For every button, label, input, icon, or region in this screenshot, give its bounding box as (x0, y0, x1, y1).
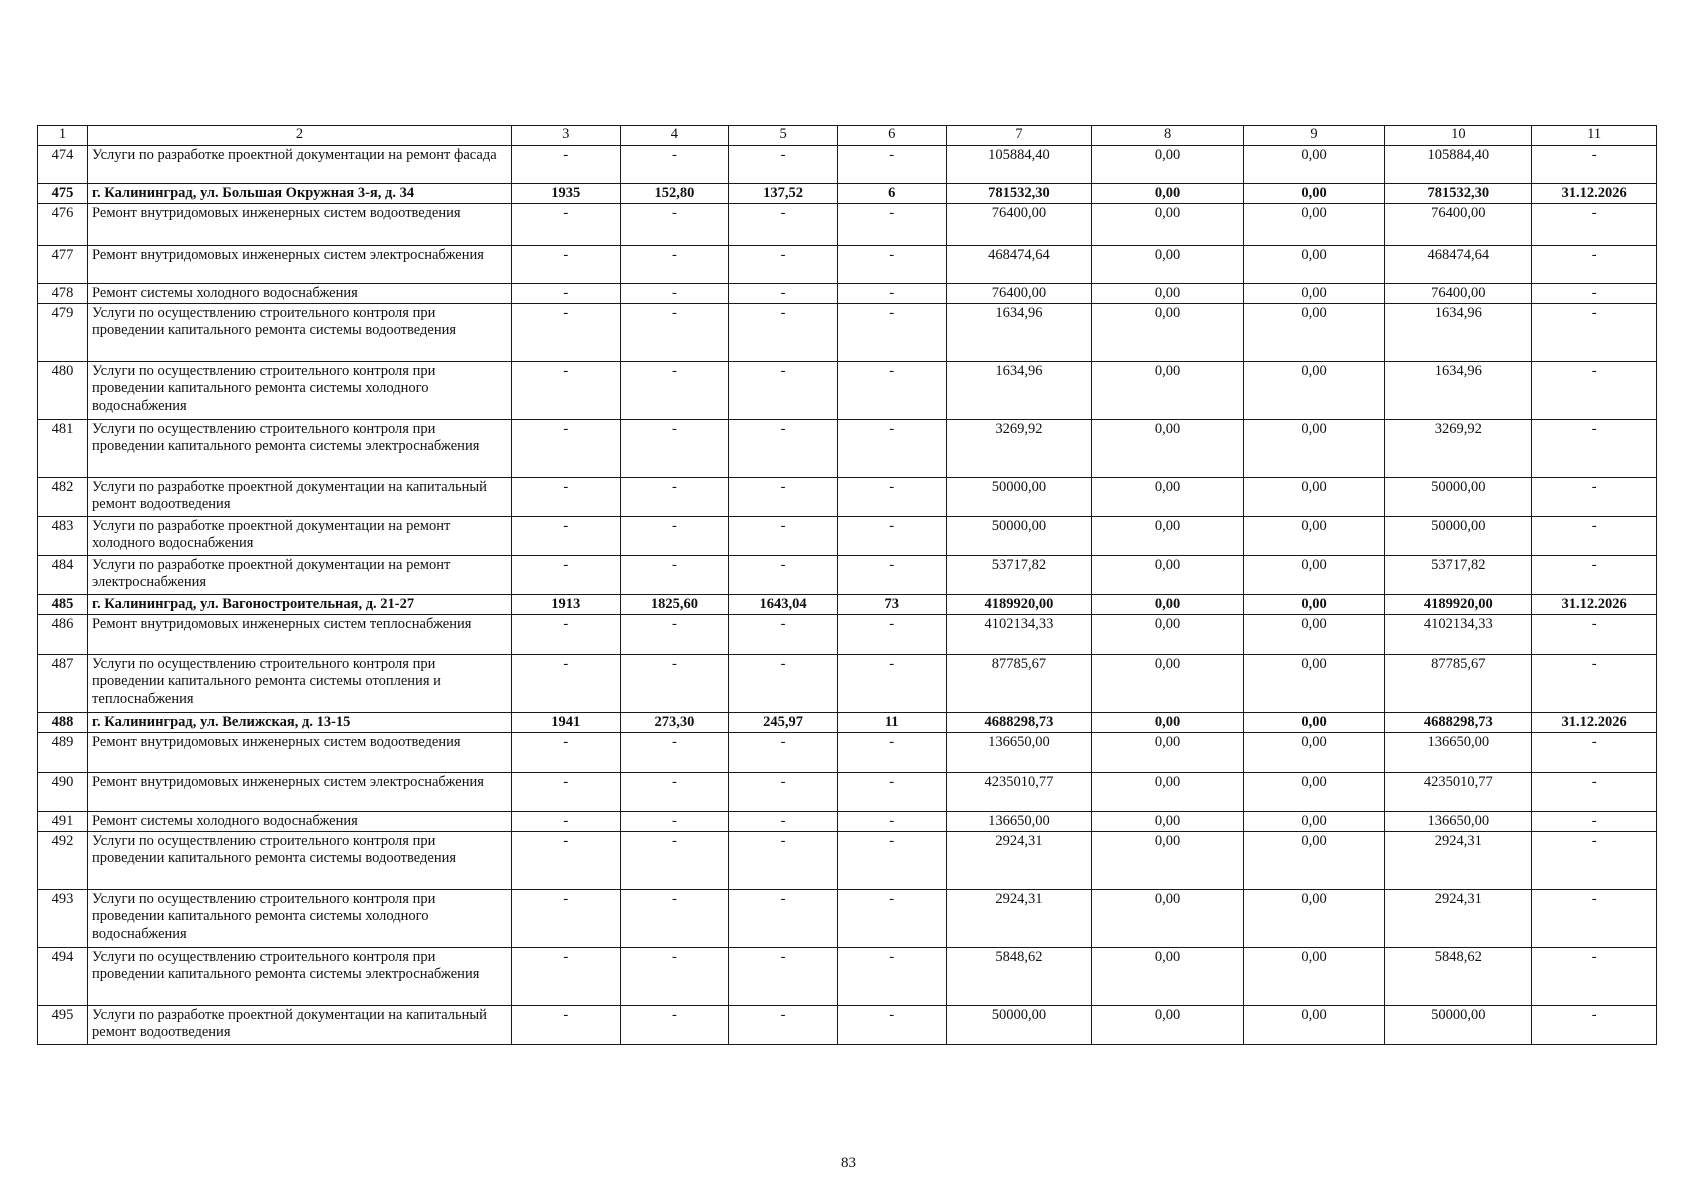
budget-cost: 0,00 (1243, 304, 1385, 362)
column-header: 2 (88, 126, 512, 146)
area-value: - (620, 284, 729, 304)
area-value: - (620, 304, 729, 362)
area-value: - (620, 556, 729, 595)
table-row (38, 362, 1657, 420)
owners-cost: 1634,96 (1385, 304, 1532, 362)
row-number: 486 (38, 615, 88, 655)
fund-cost: 0,00 (1092, 304, 1243, 362)
table-row (38, 812, 1657, 832)
column-header: 6 (837, 126, 946, 146)
row-number: 484 (38, 556, 88, 595)
deadline: - (1532, 948, 1657, 1006)
residents-value: - (837, 478, 946, 517)
total-cost: 50000,00 (946, 478, 1092, 517)
area-value: - (620, 615, 729, 655)
fund-cost: 0,00 (1092, 948, 1243, 1006)
fund-cost: 0,00 (1092, 773, 1243, 812)
total-cost: 50000,00 (946, 1006, 1092, 1045)
work-name: Услуги по осуществлению строительного контроля при проведении капитального ремонта системы холодного водоснабжения (88, 362, 512, 420)
fund-cost: 0,00 (1092, 1006, 1243, 1045)
year-value: - (511, 478, 620, 517)
work-name: Услуги по разработке проектной документации на ремонт холодного водоснабжения (88, 517, 512, 556)
fund-cost: 0,00 (1092, 615, 1243, 655)
work-name: Услуги по осуществлению строительного контроля при проведении капитального ремонта системы электроснабжения (88, 948, 512, 1006)
deadline: - (1532, 478, 1657, 517)
work-name: Услуги по осуществлению строительного контроля при проведении капитального ремонта системы электроснабжения (88, 420, 512, 478)
area-value: - (620, 246, 729, 284)
row-number: 479 (38, 304, 88, 362)
living-area-value: - (729, 948, 838, 1006)
fund-cost: 0,00 (1092, 362, 1243, 420)
owners-cost: 2924,31 (1385, 890, 1532, 948)
row-number: 492 (38, 832, 88, 890)
living-area-value: - (729, 890, 838, 948)
row-number: 481 (38, 420, 88, 478)
row-number: 482 (38, 478, 88, 517)
budget-cost: 0,00 (1243, 184, 1385, 204)
work-name: г. Калининград, ул. Велижская, д. 13-15 (88, 713, 512, 733)
table-row (38, 733, 1657, 773)
residents-value: - (837, 832, 946, 890)
living-area-value: - (729, 146, 838, 184)
row-number: 487 (38, 655, 88, 713)
year-value: - (511, 146, 620, 184)
budget-cost: 0,00 (1243, 362, 1385, 420)
row-number: 489 (38, 733, 88, 773)
budget-cost: 0,00 (1243, 615, 1385, 655)
work-name: Ремонт внутридомовых инженерных систем электроснабжения (88, 246, 512, 284)
column-header: 4 (620, 126, 729, 146)
deadline: - (1532, 733, 1657, 773)
row-number: 477 (38, 246, 88, 284)
owners-cost: 4189920,00 (1385, 595, 1532, 615)
living-area-value: - (729, 556, 838, 595)
work-name: Услуги по разработке проектной документации на ремонт электроснабжения (88, 556, 512, 595)
year-value: - (511, 832, 620, 890)
living-area-value: - (729, 655, 838, 713)
row-number: 491 (38, 812, 88, 832)
budget-cost: 0,00 (1243, 284, 1385, 304)
table-row (38, 517, 1657, 556)
capital-repair-table (37, 125, 1657, 1045)
table-row (38, 478, 1657, 517)
area-value: - (620, 832, 729, 890)
total-cost: 1634,96 (946, 362, 1092, 420)
living-area-value: - (729, 1006, 838, 1045)
work-name: Ремонт системы холодного водоснабжения (88, 284, 512, 304)
budget-cost: 0,00 (1243, 773, 1385, 812)
deadline: - (1532, 304, 1657, 362)
budget-cost: 0,00 (1243, 890, 1385, 948)
total-cost: 4688298,73 (946, 713, 1092, 733)
total-cost: 3269,92 (946, 420, 1092, 478)
residents-value: - (837, 890, 946, 948)
year-value: - (511, 204, 620, 246)
fund-cost: 0,00 (1092, 184, 1243, 204)
deadline: - (1532, 1006, 1657, 1045)
deadline: - (1532, 812, 1657, 832)
work-name: Услуги по осуществлению строительного контроля при проведении капитального ремонта системы отопления и теплоснабжения (88, 655, 512, 713)
budget-cost: 0,00 (1243, 146, 1385, 184)
page-number: 83 (841, 1155, 856, 1171)
work-name: Ремонт внутридомовых инженерных систем водоотведения (88, 733, 512, 773)
table-row (38, 146, 1657, 184)
residents-value: - (837, 655, 946, 713)
year-value: - (511, 420, 620, 478)
residents-value: 6 (837, 184, 946, 204)
total-cost: 105884,40 (946, 146, 1092, 184)
year-value: - (511, 890, 620, 948)
residents-value: - (837, 246, 946, 284)
area-value: - (620, 890, 729, 948)
row-number: 478 (38, 284, 88, 304)
deadline: - (1532, 517, 1657, 556)
total-cost: 50000,00 (946, 517, 1092, 556)
work-name: Ремонт внутридомовых инженерных систем теплоснабжения (88, 615, 512, 655)
address-row (38, 184, 1657, 204)
deadline: - (1532, 615, 1657, 655)
fund-cost: 0,00 (1092, 478, 1243, 517)
column-header: 8 (1092, 126, 1243, 146)
fund-cost: 0,00 (1092, 595, 1243, 615)
owners-cost: 76400,00 (1385, 204, 1532, 246)
living-area-value: - (729, 420, 838, 478)
column-header: 11 (1532, 126, 1657, 146)
address-row (38, 713, 1657, 733)
row-number: 493 (38, 890, 88, 948)
table-row (38, 773, 1657, 812)
deadline: - (1532, 420, 1657, 478)
budget-cost: 0,00 (1243, 204, 1385, 246)
budget-cost: 0,00 (1243, 832, 1385, 890)
budget-cost: 0,00 (1243, 713, 1385, 733)
budget-cost: 0,00 (1243, 812, 1385, 832)
year-value: - (511, 615, 620, 655)
row-number: 485 (38, 595, 88, 615)
area-value: - (620, 1006, 729, 1045)
total-cost: 87785,67 (946, 655, 1092, 713)
table-body (38, 126, 1657, 1045)
column-header: 9 (1243, 126, 1385, 146)
area-value: - (620, 773, 729, 812)
column-header: 3 (511, 126, 620, 146)
owners-cost: 3269,92 (1385, 420, 1532, 478)
deadline: - (1532, 832, 1657, 890)
table-row (38, 615, 1657, 655)
year-value: 1935 (511, 184, 620, 204)
table-row (38, 655, 1657, 713)
fund-cost: 0,00 (1092, 517, 1243, 556)
residents-value: - (837, 615, 946, 655)
budget-cost: 0,00 (1243, 595, 1385, 615)
deadline: - (1532, 655, 1657, 713)
year-value: - (511, 733, 620, 773)
area-value: - (620, 517, 729, 556)
fund-cost: 0,00 (1092, 890, 1243, 948)
deadline: - (1532, 204, 1657, 246)
column-header: 1 (38, 126, 88, 146)
area-value: - (620, 362, 729, 420)
table-row (38, 284, 1657, 304)
total-cost: 136650,00 (946, 812, 1092, 832)
year-value: 1941 (511, 713, 620, 733)
residents-value: - (837, 146, 946, 184)
work-name: г. Калининград, ул. Большая Окружная 3-я, д. 34 (88, 184, 512, 204)
area-value: - (620, 420, 729, 478)
year-value: - (511, 948, 620, 1006)
fund-cost: 0,00 (1092, 284, 1243, 304)
owners-cost: 50000,00 (1385, 478, 1532, 517)
table-row (38, 304, 1657, 362)
living-area-value: - (729, 832, 838, 890)
total-cost: 781532,30 (946, 184, 1092, 204)
year-value: 1913 (511, 595, 620, 615)
budget-cost: 0,00 (1243, 420, 1385, 478)
living-area-value: - (729, 733, 838, 773)
work-name: г. Калининград, ул. Вагоностроительная, д. 21-27 (88, 595, 512, 615)
living-area-value: 245,97 (729, 713, 838, 733)
living-area-value: - (729, 773, 838, 812)
year-value: - (511, 304, 620, 362)
year-value: - (511, 812, 620, 832)
table-row (38, 556, 1657, 595)
total-cost: 2924,31 (946, 890, 1092, 948)
owners-cost: 87785,67 (1385, 655, 1532, 713)
year-value: - (511, 284, 620, 304)
owners-cost: 76400,00 (1385, 284, 1532, 304)
year-value: - (511, 246, 620, 284)
area-value: - (620, 655, 729, 713)
residents-value: - (837, 420, 946, 478)
deadline: 31.12.2026 (1532, 184, 1657, 204)
year-value: - (511, 556, 620, 595)
owners-cost: 1634,96 (1385, 362, 1532, 420)
year-value: - (511, 773, 620, 812)
area-value: - (620, 812, 729, 832)
area-value: - (620, 948, 729, 1006)
budget-cost: 0,00 (1243, 733, 1385, 773)
budget-cost: 0,00 (1243, 556, 1385, 595)
deadline: - (1532, 890, 1657, 948)
residents-value: - (837, 204, 946, 246)
area-value: - (620, 733, 729, 773)
table-row (38, 420, 1657, 478)
row-number: 490 (38, 773, 88, 812)
table-row (38, 204, 1657, 246)
fund-cost: 0,00 (1092, 832, 1243, 890)
fund-cost: 0,00 (1092, 246, 1243, 284)
area-value: - (620, 204, 729, 246)
total-cost: 4189920,00 (946, 595, 1092, 615)
work-name: Ремонт системы холодного водоснабжения (88, 812, 512, 832)
total-cost: 76400,00 (946, 284, 1092, 304)
fund-cost: 0,00 (1092, 146, 1243, 184)
row-number: 495 (38, 1006, 88, 1045)
row-number: 475 (38, 184, 88, 204)
table-row (38, 246, 1657, 284)
work-name: Услуги по осуществлению строительного контроля при проведении капитального ремонта системы водоотведения (88, 832, 512, 890)
column-header: 5 (729, 126, 838, 146)
row-number: 494 (38, 948, 88, 1006)
deadline: 31.12.2026 (1532, 595, 1657, 615)
owners-cost: 136650,00 (1385, 733, 1532, 773)
fund-cost: 0,00 (1092, 420, 1243, 478)
owners-cost: 468474,64 (1385, 246, 1532, 284)
owners-cost: 136650,00 (1385, 812, 1532, 832)
total-cost: 468474,64 (946, 246, 1092, 284)
residents-value: - (837, 733, 946, 773)
owners-cost: 4102134,33 (1385, 615, 1532, 655)
deadline: - (1532, 362, 1657, 420)
residents-value: - (837, 812, 946, 832)
budget-cost: 0,00 (1243, 517, 1385, 556)
residents-value: - (837, 362, 946, 420)
total-cost: 136650,00 (946, 733, 1092, 773)
work-name: Услуги по осуществлению строительного контроля при проведении капитального ремонта системы холодного водоснабжения (88, 890, 512, 948)
deadline: 31.12.2026 (1532, 713, 1657, 733)
work-name: Услуги по разработке проектной документации на капитальный ремонт водоотведения (88, 1006, 512, 1045)
living-area-value: - (729, 478, 838, 517)
fund-cost: 0,00 (1092, 812, 1243, 832)
work-name: Услуги по разработке проектной документации на ремонт фасада (88, 146, 512, 184)
deadline: - (1532, 284, 1657, 304)
area-value: - (620, 146, 729, 184)
living-area-value: - (729, 812, 838, 832)
fund-cost: 0,00 (1092, 204, 1243, 246)
residents-value: 11 (837, 713, 946, 733)
total-cost: 53717,82 (946, 556, 1092, 595)
area-value: 152,80 (620, 184, 729, 204)
residents-value: - (837, 304, 946, 362)
row-number: 483 (38, 517, 88, 556)
residents-value: - (837, 517, 946, 556)
year-value: - (511, 362, 620, 420)
budget-cost: 0,00 (1243, 478, 1385, 517)
owners-cost: 50000,00 (1385, 1006, 1532, 1045)
residents-value: - (837, 556, 946, 595)
living-area-value: - (729, 284, 838, 304)
deadline: - (1532, 146, 1657, 184)
work-name: Услуги по разработке проектной документации на капитальный ремонт водоотведения (88, 478, 512, 517)
work-name: Ремонт внутридомовых инженерных систем водоотведения (88, 204, 512, 246)
table-row (38, 948, 1657, 1006)
owners-cost: 50000,00 (1385, 517, 1532, 556)
living-area-value: 137,52 (729, 184, 838, 204)
residents-value: - (837, 948, 946, 1006)
area-value: - (620, 478, 729, 517)
owners-cost: 4688298,73 (1385, 713, 1532, 733)
owners-cost: 5848,62 (1385, 948, 1532, 1006)
total-cost: 4235010,77 (946, 773, 1092, 812)
year-value: - (511, 1006, 620, 1045)
budget-cost: 0,00 (1243, 1006, 1385, 1045)
year-value: - (511, 655, 620, 713)
living-area-value: - (729, 246, 838, 284)
total-cost: 4102134,33 (946, 615, 1092, 655)
budget-cost: 0,00 (1243, 655, 1385, 713)
living-area-value: - (729, 304, 838, 362)
owners-cost: 105884,40 (1385, 146, 1532, 184)
total-cost: 5848,62 (946, 948, 1092, 1006)
total-cost: 76400,00 (946, 204, 1092, 246)
area-value: 1825,60 (620, 595, 729, 615)
row-number: 474 (38, 146, 88, 184)
budget-cost: 0,00 (1243, 948, 1385, 1006)
column-header: 7 (946, 126, 1092, 146)
owners-cost: 781532,30 (1385, 184, 1532, 204)
budget-cost: 0,00 (1243, 246, 1385, 284)
work-name: Ремонт внутридомовых инженерных систем электроснабжения (88, 773, 512, 812)
deadline: - (1532, 556, 1657, 595)
residents-value: - (837, 284, 946, 304)
deadline: - (1532, 773, 1657, 812)
row-number: 480 (38, 362, 88, 420)
owners-cost: 4235010,77 (1385, 773, 1532, 812)
table-row (38, 832, 1657, 890)
living-area-value: - (729, 517, 838, 556)
owners-cost: 2924,31 (1385, 832, 1532, 890)
column-header: 10 (1385, 126, 1532, 146)
owners-cost: 53717,82 (1385, 556, 1532, 595)
address-row (38, 595, 1657, 615)
year-value: - (511, 517, 620, 556)
fund-cost: 0,00 (1092, 655, 1243, 713)
work-name: Услуги по осуществлению строительного контроля при проведении капитального ремонта системы водоотведения (88, 304, 512, 362)
fund-cost: 0,00 (1092, 733, 1243, 773)
living-area-value: - (729, 204, 838, 246)
total-cost: 2924,31 (946, 832, 1092, 890)
area-value: 273,30 (620, 713, 729, 733)
residents-value: - (837, 1006, 946, 1045)
residents-value: - (837, 773, 946, 812)
row-number: 488 (38, 713, 88, 733)
row-number: 476 (38, 204, 88, 246)
residents-value: 73 (837, 595, 946, 615)
table-row (38, 890, 1657, 948)
column-header-row (38, 126, 1657, 146)
total-cost: 1634,96 (946, 304, 1092, 362)
living-area-value: - (729, 362, 838, 420)
fund-cost: 0,00 (1092, 713, 1243, 733)
table-row (38, 1006, 1657, 1045)
fund-cost: 0,00 (1092, 556, 1243, 595)
living-area-value: 1643,04 (729, 595, 838, 615)
deadline: - (1532, 246, 1657, 284)
living-area-value: - (729, 615, 838, 655)
